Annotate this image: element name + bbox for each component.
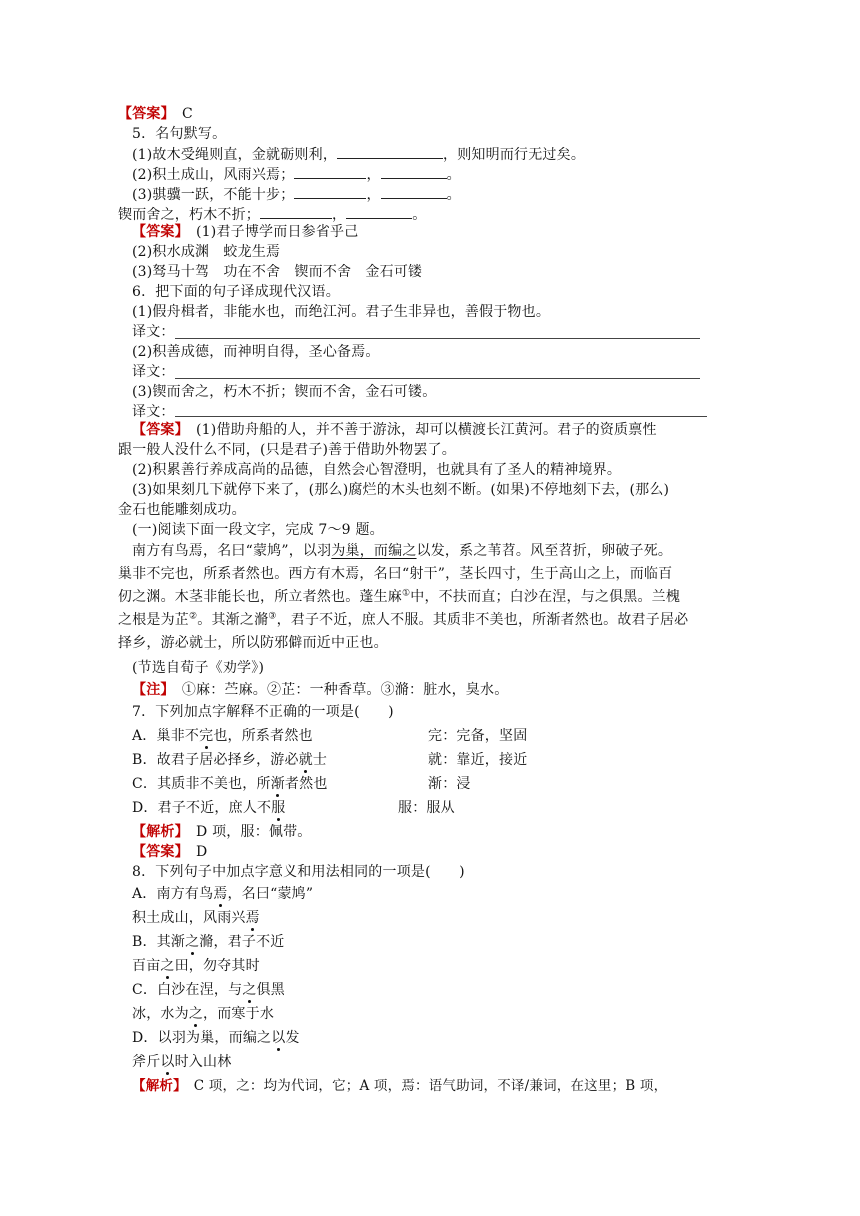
text: 。 <box>446 187 461 203</box>
text: A．南方有鸟 <box>132 886 214 902</box>
q6-answer-2: (2)积累善行养成高尚的品德，自然会心智澄明，也就具有了圣人的精神境界。 <box>132 462 622 478</box>
text: B．其渐 <box>132 934 186 950</box>
passage-line-5: 择乡，游必就士，所以防邪僻而近中正也。 <box>118 635 388 651</box>
text: ①麻：苎麻。②芷：一种香草。③滫：脏水，臭水。 <box>181 682 509 698</box>
q4-answer-line <box>118 104 193 124</box>
q8-option-a-1 <box>132 884 313 904</box>
text: (1)借助舟船的人，并不善于游泳，却可以横渡长江黄河。君子的资质禀性 <box>196 422 657 438</box>
translation-label-3: 译文： <box>132 404 175 420</box>
note-tag: 【注】 <box>132 682 168 698</box>
underlined-text: 为巢，而编之 <box>331 543 417 559</box>
dotted-char: 渐 <box>270 776 285 792</box>
q7-title: 7．下列加点字解释不正确的一项是( ) <box>132 704 394 720</box>
text: 滫，君子不近 <box>199 934 285 950</box>
q7-answer <box>132 842 207 862</box>
analysis-tag: 【解析】 <box>132 824 182 840</box>
translation-line-3 <box>175 416 707 417</box>
q7-option-c-gloss: 渐：浸 <box>428 776 471 792</box>
q5-sentence-2 <box>132 164 461 185</box>
q6-answer-1a <box>132 420 657 440</box>
dotted-char: 服 <box>271 800 286 816</box>
text: 。 <box>412 207 427 223</box>
fill-blank <box>381 184 447 199</box>
q8-title: 8．下列句子中加点字意义和用法相同的一项是( ) <box>132 864 465 880</box>
fill-blank <box>294 184 366 199</box>
passage-line-3 <box>118 587 680 607</box>
text: C．其质非不美也，所 <box>132 776 271 792</box>
q6-answer-3a: (3)如果刻几下就停下来了，(那么)腐烂的木头也刻不断。(如果)不停地刻下去，(那么) <box>132 482 670 498</box>
text: 积土成山，风雨兴 <box>132 910 246 926</box>
dotted-char: 以 <box>271 1030 286 1046</box>
q5-answer-3: (3)驽马十驾 功在不舍 锲而不舍 金石可镂 <box>132 264 423 280</box>
text: 仞之渊。木茎非能长也，所立者然也。蓬生麻 <box>118 589 402 605</box>
q7-option-b-gloss: 就：靠近，接近 <box>428 752 528 768</box>
q5-answer-2: (2)积水成渊 蛟龙生焉 <box>132 244 281 260</box>
text: ， <box>332 207 347 223</box>
text: C 项，之：均为代词，它；A 项，焉：语气助词，不译/兼词，在这里；B 项， <box>193 1078 668 1094</box>
dotted-char: 完 <box>199 728 214 744</box>
q6-answer-1b: 跟一般人没什么不同，(只是君子)善于借助外物罢了。 <box>118 442 456 458</box>
text: 之根是为芷 <box>118 612 189 628</box>
text: 。 <box>446 167 461 183</box>
text: (2)积土成山，风雨兴焉； <box>132 167 295 183</box>
text: 时入山林 <box>174 1054 232 1070</box>
text: ， <box>366 167 381 183</box>
text: D <box>196 844 208 860</box>
text: D．以羽为巢，而编之 <box>132 1030 272 1046</box>
text: ，则知明而行无过矣。 <box>443 147 586 163</box>
answer-tag: 【答案】 <box>132 422 182 438</box>
translation-line-1 <box>175 338 700 339</box>
q8-option-a-2 <box>132 908 260 928</box>
analysis-tag: 【解析】 <box>132 1078 181 1094</box>
q6-sentence-2: (2)积善成德，而神明自得，圣心备焉。 <box>132 344 380 360</box>
text: B．故君子居必择乡，游必 <box>132 752 299 768</box>
footnote-mark: ③ <box>268 611 277 622</box>
text: (1)故木受绳则直，金就砺则利， <box>132 147 338 163</box>
text: ， <box>366 187 381 203</box>
dotted-char: 就 <box>298 752 313 768</box>
q7-option-d <box>132 798 285 818</box>
text: 南方有鸟焉，名曰“蒙鸠”，以羽 <box>132 543 332 559</box>
passage-line-4 <box>118 610 688 630</box>
q5-title: 5．名句默写。 <box>132 126 227 142</box>
q6-sentence-1: (1)假舟楫者，非能水也，而绝江河。君子生非异也，善假于物也。 <box>132 304 551 320</box>
fill-blank <box>337 144 443 159</box>
passage-note <box>132 680 508 700</box>
q6-answer-3b: 金石也能雕刻成功。 <box>118 502 246 518</box>
q7-option-c <box>132 774 328 794</box>
q6-sentence-3: (3)锲而舍之，朽木不折；锲而不舍，金石可镂。 <box>132 384 437 400</box>
footnote-mark: ① <box>402 588 411 599</box>
q8-option-c-1 <box>132 980 285 1000</box>
dotted-char: 以 <box>160 1054 175 1070</box>
q7-option-d-gloss: 服：服从 <box>398 800 455 816</box>
fill-blank <box>294 164 366 179</box>
dotted-char: 之 <box>188 1006 204 1022</box>
fill-blank <box>260 204 332 219</box>
text: 斧斤 <box>132 1054 161 1070</box>
translation-label-2: 译文： <box>132 364 175 380</box>
text: 者然也 <box>284 776 328 792</box>
text: ，名曰“蒙鸠” <box>227 886 314 902</box>
footnote-mark: ② <box>189 611 198 622</box>
passage-line-1 <box>132 541 672 561</box>
dotted-char: 之 <box>242 982 257 998</box>
text: 锲而舍之，朽木不折； <box>118 207 260 223</box>
q8-option-b-2 <box>132 956 260 976</box>
dotted-char: 焉 <box>213 886 228 902</box>
text: 冰，水为 <box>132 1006 189 1022</box>
text: 。其渐之滫 <box>197 612 269 628</box>
q8-option-c-2 <box>132 1004 274 1024</box>
passage-intro: (一)阅读下面一段文字，完成 7～9 题。 <box>132 522 384 538</box>
text: 田，勿夺其时 <box>174 958 260 974</box>
fill-blank <box>381 164 447 179</box>
text: 也，所系者然也 <box>213 728 313 744</box>
text: 中，不扶而直；白沙在涅，与之俱黑。兰槐 <box>410 589 681 605</box>
dotted-char: 之 <box>160 958 175 974</box>
dotted-char: 之 <box>185 934 200 950</box>
text: 以发，系之苇苕。风至苕折，卵破子死。 <box>416 543 673 559</box>
q5-sentence-3 <box>132 184 461 205</box>
dotted-char: 焉 <box>245 910 260 926</box>
q8-option-d-2 <box>132 1052 231 1072</box>
text: 俱黑 <box>256 982 285 998</box>
q4-answer: C <box>182 106 193 122</box>
q5-answer-1 <box>132 222 358 242</box>
q7-option-a-gloss: 完：完备，坚固 <box>428 728 528 744</box>
q7-analysis <box>132 822 312 842</box>
q8-option-d-1 <box>132 1028 300 1048</box>
text: A．巢非不 <box>132 728 200 744</box>
text: D．君子不近，庶人不 <box>132 800 272 816</box>
text: 士 <box>312 752 328 768</box>
passage-line-2: 巢非不完也，所系者然也。西方有木焉，名曰“射干”，茎长四寸，生于高山之上，而临百 <box>118 566 673 582</box>
passage-source: (节选自荀子《劝学》) <box>132 660 265 676</box>
q8-analysis <box>132 1076 667 1096</box>
text: D 项，服：佩带。 <box>196 824 312 840</box>
text: ，君子不近，庶人不服。其质非不美也，所渐者然也。故君子居必 <box>276 612 689 628</box>
q7-option-a <box>132 726 313 746</box>
translation-line-2 <box>175 378 700 379</box>
fill-blank <box>346 204 412 219</box>
answer-tag: 【答案】 <box>118 106 168 122</box>
text: C．白沙在涅，与 <box>132 982 243 998</box>
text: 百亩 <box>132 958 161 974</box>
q5-sentence-1 <box>132 144 585 165</box>
text: ，而寒于水 <box>203 1006 275 1022</box>
translation-label-1: 译文： <box>132 324 175 340</box>
answer-tag: 【答案】 <box>132 844 182 860</box>
answer-tag: 【答案】 <box>132 224 182 240</box>
text: (1)君子博学而日参省乎己 <box>196 224 359 240</box>
text: (3)骐骥一跃，不能十步； <box>132 187 295 203</box>
q6-title: 6．把下面的句子译成现代汉语。 <box>132 284 340 300</box>
q8-option-b-1 <box>132 932 285 952</box>
text: 发 <box>285 1030 300 1046</box>
q7-option-b <box>132 750 327 770</box>
